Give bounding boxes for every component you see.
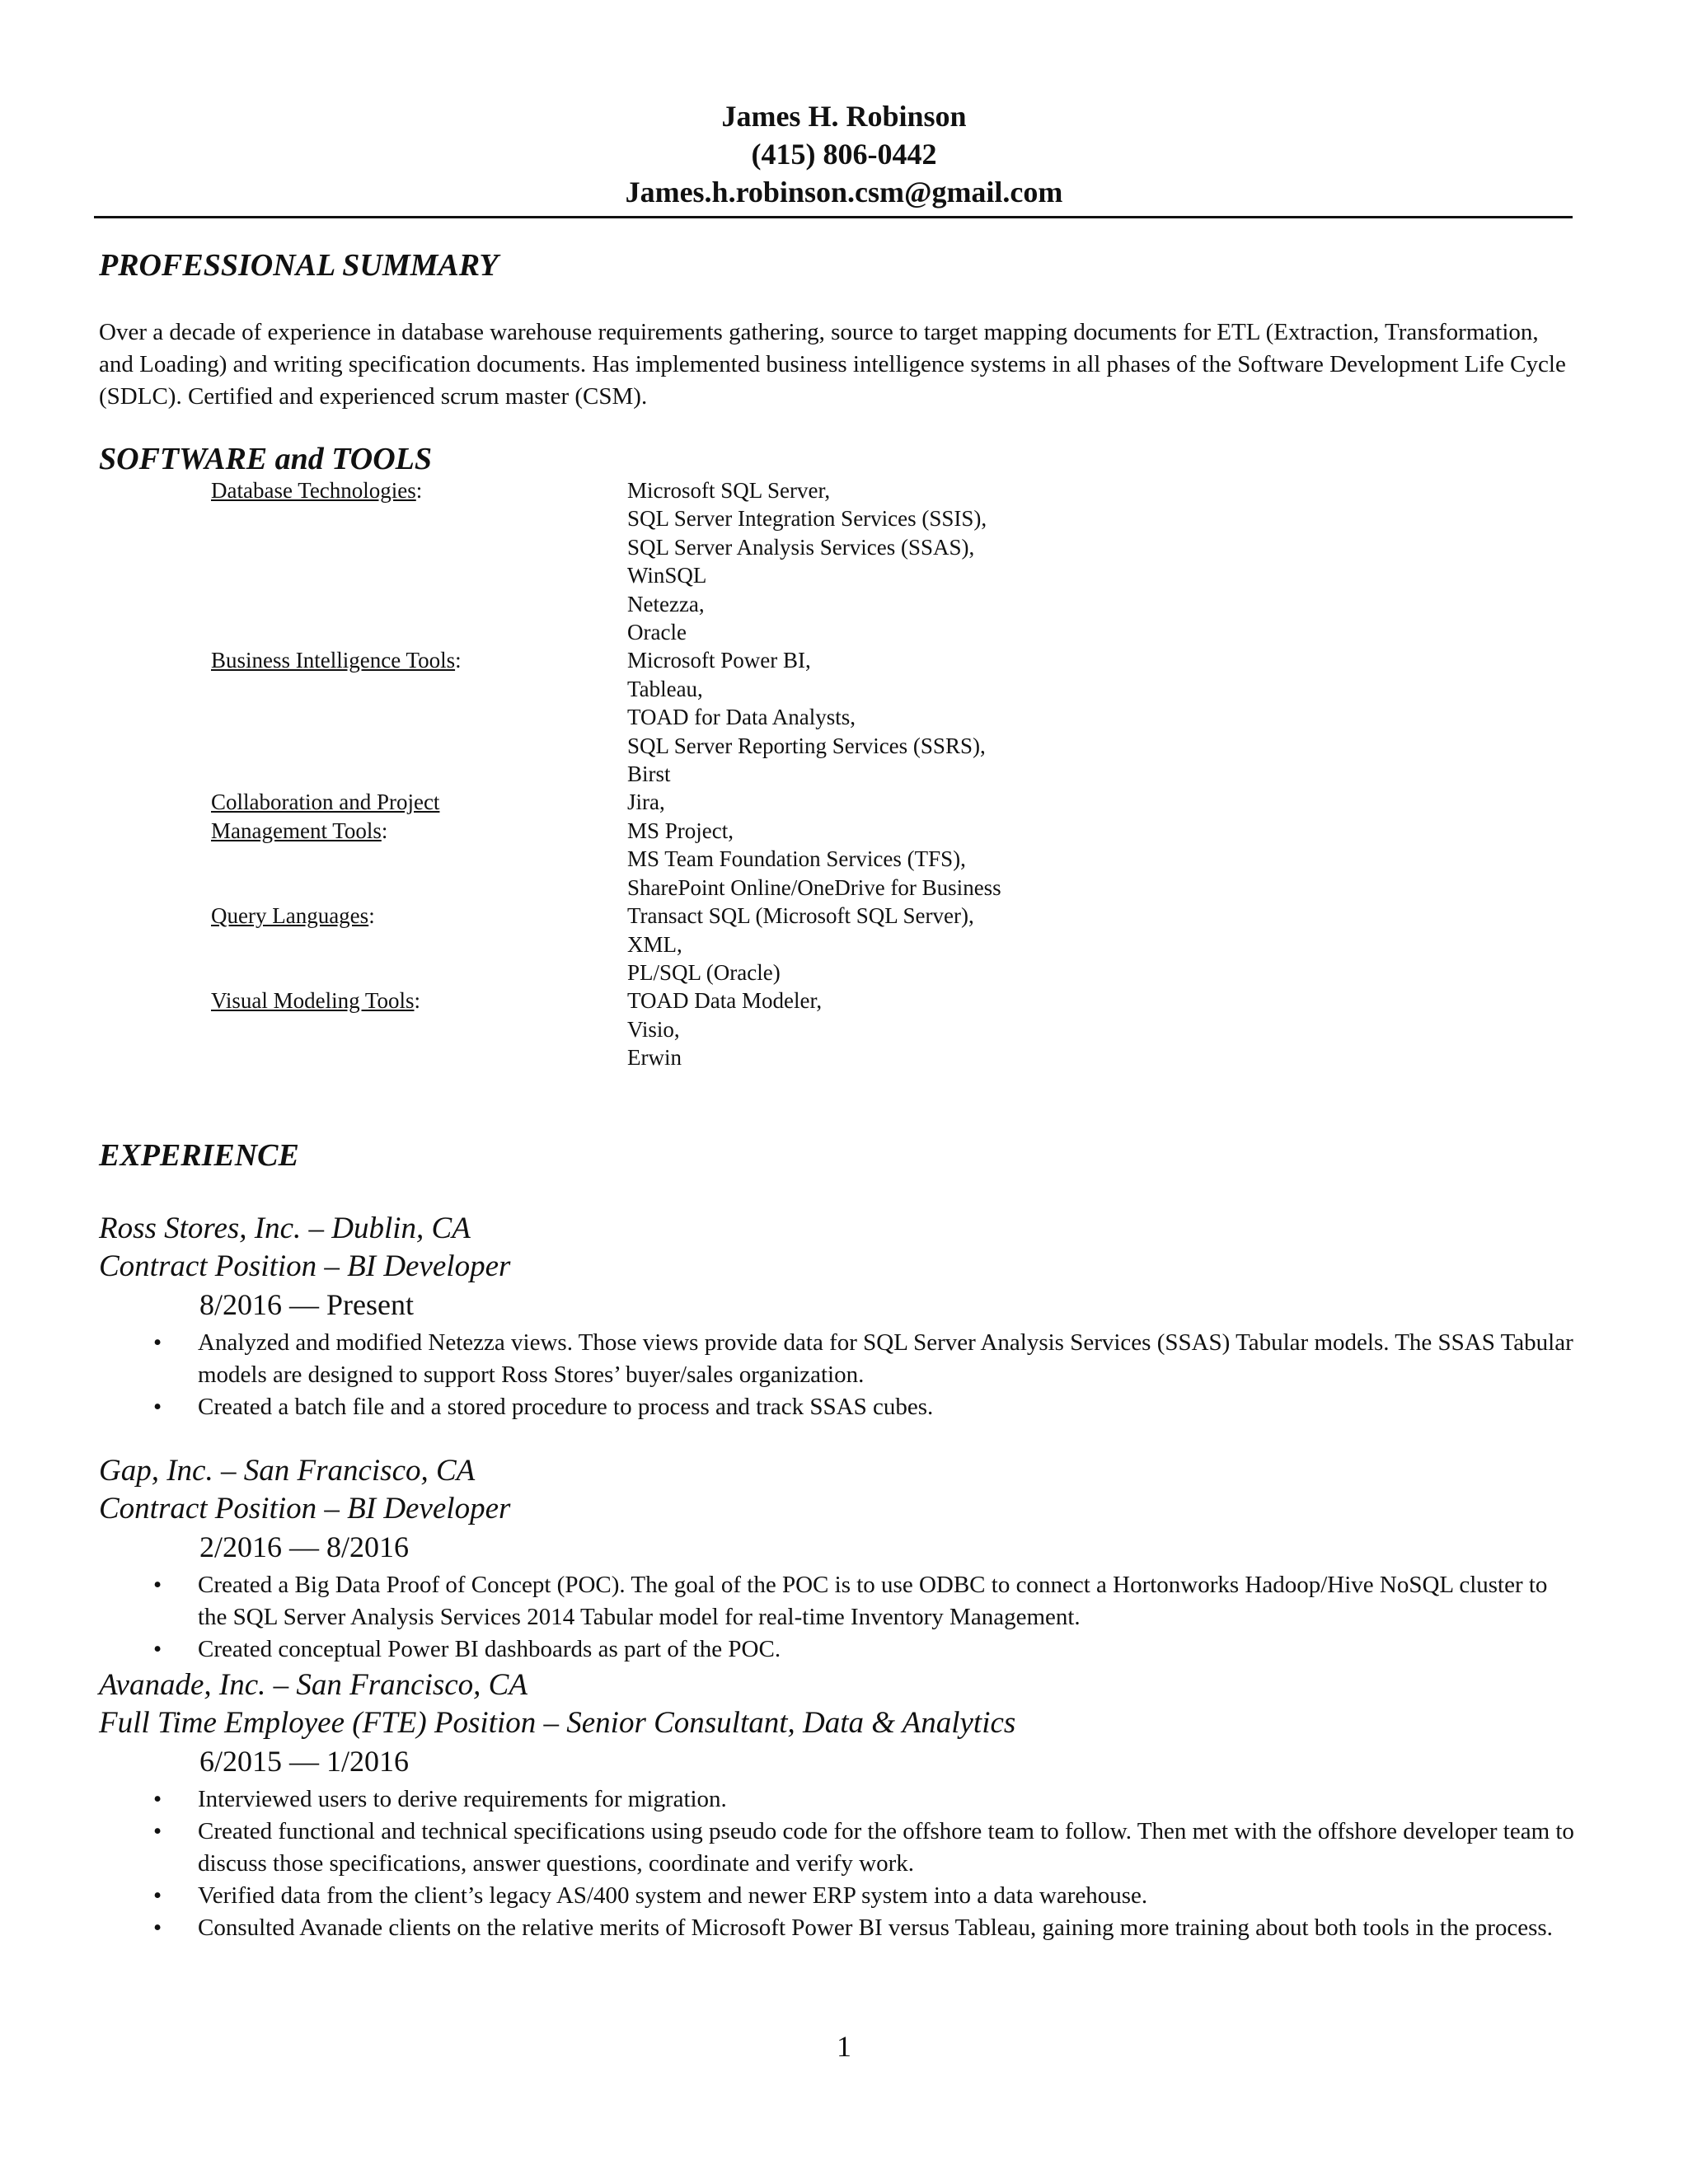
bullet-icon: • xyxy=(153,1329,162,1356)
tool-category xyxy=(211,788,1001,902)
job-bullet-list xyxy=(99,1327,1582,1423)
tool-category-label xyxy=(211,987,627,1071)
email-address: James.h.robinson.csm@gmail.com xyxy=(625,176,1063,209)
job-dates: 6/2015 — 1/2016 xyxy=(199,1745,410,1778)
tool-value: TOAD Data Modeler, xyxy=(627,988,823,1014)
tool-category-label-text: Business Intelligence Tools xyxy=(211,648,456,673)
contact-header xyxy=(0,97,1688,211)
summary-heading: PROFESSIONAL SUMMARY xyxy=(99,248,499,283)
tool-category-label xyxy=(211,902,627,987)
tool-category-label-text: Database Technologies xyxy=(211,478,416,503)
job-title: Contract Position – BI Developer xyxy=(99,1249,511,1283)
bullet-icon: • xyxy=(153,1394,162,1420)
job-company: Avanade, Inc. – San Francisco, CA xyxy=(99,1668,528,1702)
job-bullet-list xyxy=(99,1783,1582,1944)
tool-values xyxy=(627,476,987,646)
bullet-icon: • xyxy=(153,1818,162,1844)
tool-value: MS Team Foundation Services (TFS), xyxy=(627,846,966,872)
job-bullet-text: Interviewed users to derive requirements for migration. xyxy=(198,1786,727,1812)
tool-value: SQL Server Analysis Services (SSAS), xyxy=(627,534,975,560)
tool-value: Microsoft SQL Server, xyxy=(627,478,831,503)
summary-text: Over a decade of experience in database warehouse requirements gathering, source to target mapping documents for ETL (Extraction, Transformation, and Loading) and writing specification documents. Has implemented business intelligence systems in all phases of the Software Development Life Cycle (SDLC). Certified and experienced scrum master (CSM). xyxy=(99,319,1566,410)
tool-value: Birst xyxy=(627,762,671,787)
tool-value: WinSQL xyxy=(627,563,707,588)
tool-value: Netezza, xyxy=(627,591,705,616)
tool-category-label-line: Database Technologies: xyxy=(211,478,423,503)
job-bullet-text: Verified data from the client’s legacy AS/400 system and newer ERP system into a data warehouse. xyxy=(198,1882,1148,1909)
tool-category xyxy=(211,902,1001,987)
job-bullet-text: Analyzed and modified Netezza views. Those views provide data for SQL Server Analysis Services (SSAS) Tabular models. The SSAS Tabular models are designed to support Ross Stores’ buyer/sales organization. xyxy=(198,1329,1573,1388)
tool-category-label-text: Management Tools xyxy=(211,818,382,843)
tool-value: Visio, xyxy=(627,1016,680,1042)
tool-category-label xyxy=(211,476,627,646)
tool-value: Oracle xyxy=(627,620,687,645)
job-bullet-text: Consulted Avanade clients on the relative merits of Microsoft Power BI versus Tableau, gaining more training about both tools in the process. xyxy=(198,1915,1553,1941)
job-entry xyxy=(99,1210,1582,1423)
experience-heading: EXPERIENCE xyxy=(99,1138,299,1173)
tool-category-label-text: Query Languages xyxy=(211,903,369,929)
bullet-icon: • xyxy=(153,1915,162,1941)
tool-category-label xyxy=(211,788,627,902)
tool-category-label xyxy=(211,646,627,788)
tool-category-label-text: Visual Modeling Tools xyxy=(211,988,415,1014)
header-divider xyxy=(94,216,1573,218)
job-title: Full Time Employee (FTE) Position – Senior Consultant, Data & Analytics xyxy=(99,1706,1016,1740)
tool-value: MS Project, xyxy=(627,818,734,843)
tool-category-label-line: Management Tools: xyxy=(211,818,388,843)
job-entry xyxy=(99,1452,1582,1666)
job-bullet-text: Created a batch file and a stored procedure to process and track SSAS cubes. xyxy=(198,1394,934,1420)
candidate-name: James H. Robinson xyxy=(721,100,967,133)
tool-value: Tableau, xyxy=(627,676,703,701)
page-number: 1 xyxy=(837,2030,851,2063)
job-bullet xyxy=(99,1880,1582,1912)
tool-values xyxy=(627,987,822,1071)
tools-table xyxy=(211,476,1001,1072)
job-bullet xyxy=(99,1816,1582,1880)
job-bullet-text: Created conceptual Power BI dashboards as part of the POC. xyxy=(198,1636,781,1662)
job-bullet xyxy=(99,1391,1582,1423)
tool-value: SharePoint Online/OneDrive for Business xyxy=(627,874,1001,900)
job-bullet xyxy=(99,1327,1582,1391)
job-bullet-list xyxy=(99,1569,1582,1666)
tool-category-label-line: Visual Modeling Tools: xyxy=(211,988,421,1014)
tools-heading: SOFTWARE and TOOLS xyxy=(99,442,433,476)
job-title: Contract Position – BI Developer xyxy=(99,1492,511,1526)
phone-number: (415) 806-0442 xyxy=(751,138,937,171)
tool-value: Erwin xyxy=(627,1045,682,1071)
job-bullet-text: Created a Big Data Proof of Concept (POC). The goal of the POC is to use ODBC to connect a Hortonworks Hadoop/Hive NoSQL cluster to the SQL Server Analysis Services 2014 Tabular model for real-time Inventory Management. xyxy=(198,1572,1548,1630)
bullet-icon: • xyxy=(153,1786,162,1812)
job-dates: 8/2016 — Present xyxy=(199,1288,414,1321)
job-bullet xyxy=(99,1783,1582,1816)
job-dates: 2/2016 — 8/2016 xyxy=(199,1530,410,1563)
tool-category-label-line: Business Intelligence Tools: xyxy=(211,648,462,673)
job-bullet xyxy=(99,1633,1582,1666)
tool-value: XML, xyxy=(627,931,682,957)
tool-values xyxy=(627,788,1001,902)
job-company: Ross Stores, Inc. – Dublin, CA xyxy=(99,1212,471,1245)
job-bullet xyxy=(99,1569,1582,1633)
tool-value: Microsoft Power BI, xyxy=(627,648,811,673)
tool-category xyxy=(211,476,1001,646)
bullet-icon: • xyxy=(153,1882,162,1909)
job-bullet-text: Created functional and technical specifications using pseudo code for the offshore team to follow. Then met with the offshore developer team to discuss those specifications, answer questions, coordinate and verify work. xyxy=(198,1818,1574,1877)
job-bullet xyxy=(99,1912,1582,1944)
tool-value: TOAD for Data Analysts, xyxy=(627,705,856,730)
tool-value: Transact SQL (Microsoft SQL Server), xyxy=(627,903,974,929)
job-company: Gap, Inc. – San Francisco, CA xyxy=(99,1454,476,1488)
tool-value: Jira, xyxy=(627,790,665,815)
job-entry xyxy=(99,1666,1582,1944)
tool-values xyxy=(627,902,974,987)
tool-category-label-line xyxy=(211,788,627,816)
tool-value: PL/SQL (Oracle) xyxy=(627,959,781,985)
tool-category-label-text: Collaboration and Project xyxy=(211,790,440,815)
tool-value: SQL Server Integration Services (SSIS), xyxy=(627,506,987,532)
bullet-icon: • xyxy=(153,1572,162,1598)
tool-category xyxy=(211,987,1001,1071)
tool-category xyxy=(211,646,1001,788)
tool-category-label-line: Query Languages: xyxy=(211,903,375,929)
tool-values xyxy=(627,646,986,788)
bullet-icon: • xyxy=(153,1636,162,1662)
tool-value: SQL Server Reporting Services (SSRS), xyxy=(627,733,986,758)
